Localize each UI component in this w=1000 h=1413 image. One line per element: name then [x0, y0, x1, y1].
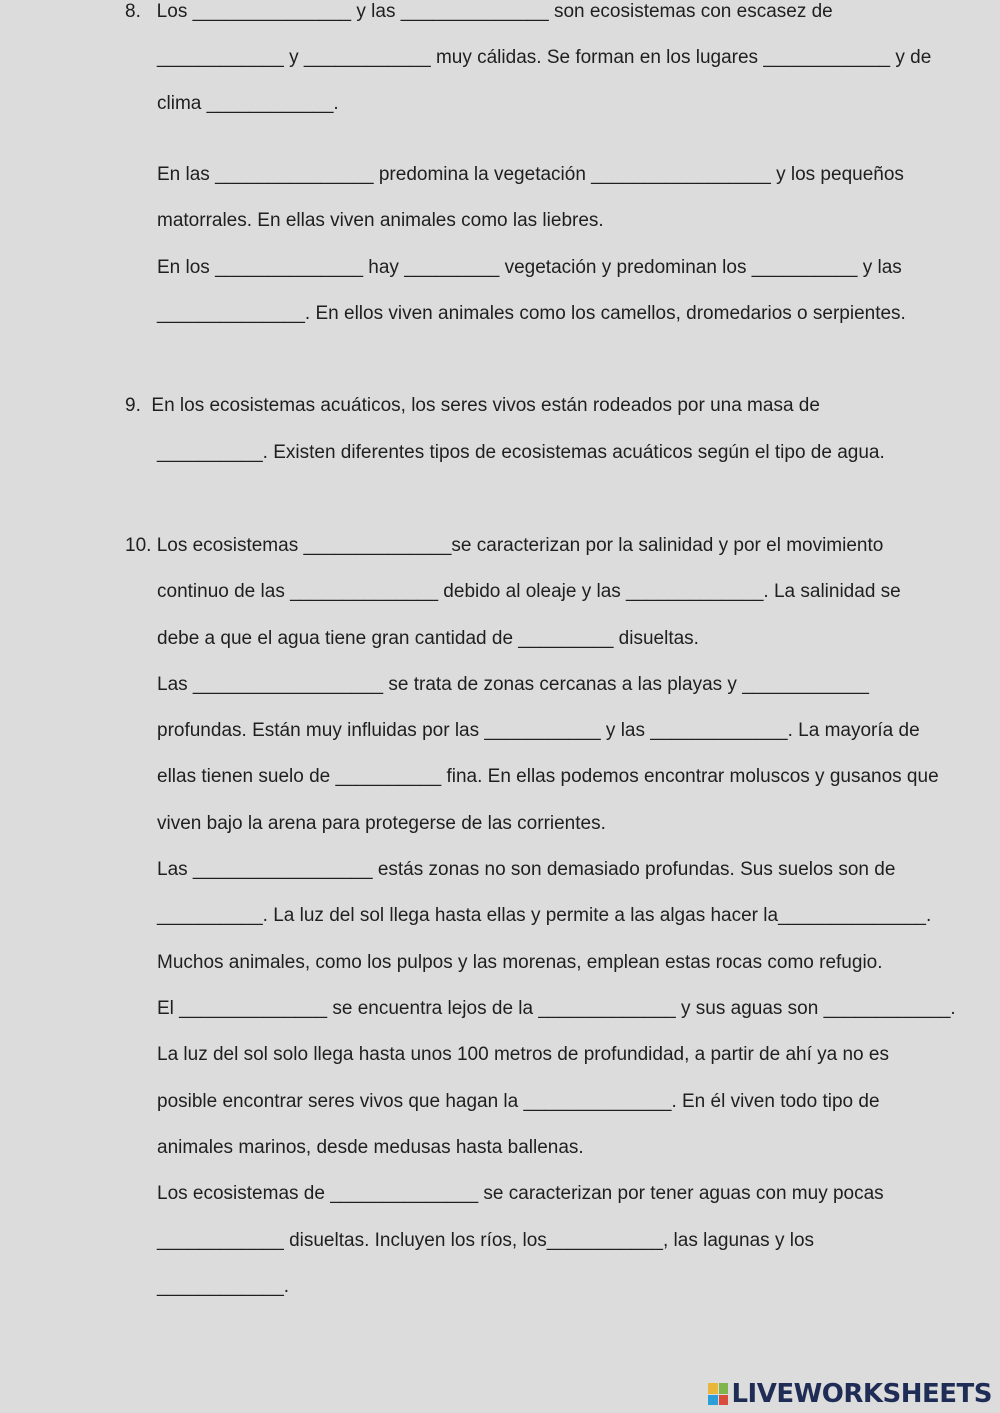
question-10-line-5: profundas. Están muy influidas por las ___________ y las _____________. La mayoría de [157, 720, 920, 741]
question-8-line-3: clima ____________. [157, 93, 339, 114]
question-10-line-4: Las __________________ se trata de zonas cercanas a las playas y ____________ [157, 674, 869, 695]
question-8-line-1: 8. Los _______________ y las ______________ son ecosistemas con escasez de [125, 1, 833, 22]
question-10-line-17: ____________. [157, 1276, 290, 1297]
question-10-line-6: ellas tienen suelo de __________ fina. En ellas podemos encontrar moluscos y gusanos que [157, 766, 939, 787]
question-10-line-13: posible encontrar seres vivos que hagan la ______________. En él viven todo tipo de [157, 1091, 880, 1112]
question-9-line-2: __________. Existen diferentes tipos de ecosistemas acuáticos según el tipo de agua. [157, 442, 885, 463]
liveworksheets-logo[interactable] [708, 1378, 992, 1410]
question-10-line-14: animales marinos, desde medusas hasta ballenas. [157, 1137, 584, 1158]
question-10-line-10: Muchos animales, como los pulpos y las morenas, emplean estas rocas como refugio. [157, 952, 883, 973]
question-10-line-7: viven bajo la arena para protegerse de las corrientes. [157, 813, 606, 834]
liveworksheets-logo-icon [708, 1383, 728, 1405]
question-8-line-2: ____________ y ____________ muy cálidas. Se forman en los lugares ____________ y de [157, 47, 932, 68]
question-10-line-9: __________. La luz del sol llega hasta ellas y permite a las algas hacer la______________. [157, 905, 932, 926]
question-10-line-2: continuo de las ______________ debido al oleaje y las _____________. La salinidad se [157, 581, 901, 602]
question-10-line-8: Las _________________ estás zonas no son demasiado profundas. Sus suelos son de [157, 859, 896, 880]
question-8-line-5: matorrales. En ellas viven animales como las liebres. [157, 210, 604, 231]
logo-square-4 [719, 1395, 729, 1406]
logo-text: LIVEWORKSHEETS [731, 1379, 992, 1409]
logo-square-3 [708, 1395, 718, 1406]
question-10-line-11: El ______________ se encuentra lejos de la _____________ y sus aguas son ____________. [157, 998, 956, 1019]
question-10-line-12: La luz del sol solo llega hasta unos 100 metros de profundidad, a partir de ahí ya no es [157, 1044, 889, 1065]
question-8-line-4: En las _______________ predomina la vegetación _________________ y los pequeños [157, 164, 904, 185]
question-8-line-6: En los ______________ hay _________ vegetación y predominan los __________ y las [157, 257, 902, 278]
question-10-line-16: ____________ disueltas. Incluyen los ríos, los___________, las lagunas y los [157, 1230, 815, 1251]
question-10-line-1: 10. Los ecosistemas ______________se caracterizan por la salinidad y por el movimiento [125, 535, 884, 556]
question-8-line-7: ______________. En ellos viven animales como los camellos, dromedarios o serpientes. [157, 303, 906, 324]
question-10-line-3: debe a que el agua tiene gran cantidad de _________ disueltas. [157, 628, 699, 649]
logo-square-1 [708, 1383, 718, 1394]
logo-square-2 [719, 1383, 729, 1394]
question-9-line-1: 9. En los ecosistemas acuáticos, los seres vivos están rodeados por una masa de [125, 395, 820, 416]
question-10-line-15: Los ecosistemas de ______________ se caracterizan por tener aguas con muy pocas [157, 1183, 884, 1204]
